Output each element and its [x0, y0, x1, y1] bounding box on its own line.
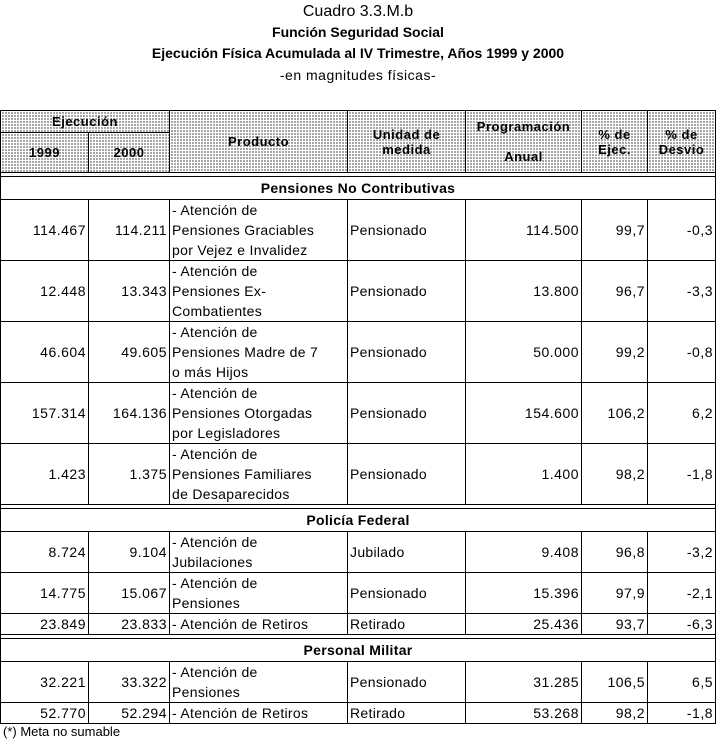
- cell-pct-ejec: 106,2: [582, 383, 648, 444]
- table-row: [1, 662, 716, 703]
- header-programacion-line2: Anual: [504, 149, 543, 164]
- cell-producto: [170, 703, 348, 724]
- table-row: [1, 322, 716, 383]
- cell-pct-desvio: -0,3: [648, 200, 716, 261]
- header-unidad: [348, 111, 466, 173]
- header-unidad-line1: Unidad de: [372, 126, 441, 142]
- header-pct-desvio: [648, 111, 716, 173]
- cell-pct-desvio: 6,2: [648, 383, 716, 444]
- cell-1999: 12.448: [1, 261, 89, 322]
- cell-1999: 23.849: [1, 614, 89, 635]
- cell-programacion: 9.408: [466, 532, 582, 573]
- header-pct-ejec: [582, 111, 648, 173]
- producto-line: Pensiones Familiares: [172, 466, 312, 482]
- header-ejecucion: Ejecución: [1, 111, 170, 133]
- cell-pct-ejec: 97,9: [582, 573, 648, 614]
- cell-unidad: Retirado: [348, 614, 466, 635]
- section-row: [1, 177, 716, 200]
- cell-programacion: 154.600: [466, 383, 582, 444]
- cell-1999: 8.724: [1, 532, 89, 573]
- producto-line: - Atención de: [172, 534, 258, 550]
- cell-2000: 114.211: [89, 200, 170, 261]
- cell-producto: [170, 322, 348, 383]
- cell-producto: [170, 614, 348, 635]
- data-table: [0, 110, 716, 724]
- cell-2000: 164.136: [89, 383, 170, 444]
- cell-1999: 32.221: [1, 662, 89, 703]
- cell-producto: [170, 573, 348, 614]
- cell-pct-desvio: -1,8: [648, 444, 716, 505]
- producto-line: - Atención de Retiros: [172, 616, 309, 632]
- header-unidad-line2: medida: [382, 141, 431, 157]
- producto-line: Pensiones: [172, 595, 241, 611]
- cell-unidad: Pensionado: [348, 383, 466, 444]
- cell-producto: [170, 662, 348, 703]
- producto-line: Pensiones Graciables: [172, 222, 315, 238]
- producto-line: - Atención de: [172, 664, 258, 680]
- producto-line: - Atención de Retiros: [172, 705, 309, 721]
- cell-producto: [170, 261, 348, 322]
- section-row: [1, 639, 716, 662]
- section-title: Policía Federal: [1, 509, 716, 532]
- section-title: Personal Militar: [1, 639, 716, 662]
- producto-line: - Atención de: [172, 575, 258, 591]
- header-programacion: [466, 111, 582, 173]
- header-pct-ejec-line2: Ejec.: [598, 141, 631, 157]
- units-note: -en magnitudes físicas-: [279, 67, 437, 83]
- producto-line: Pensiones Otorgadas: [172, 405, 313, 421]
- cell-pct-desvio: -1,8: [648, 703, 716, 724]
- cell-producto: [170, 532, 348, 573]
- cell-pct-ejec: 99,7: [582, 200, 648, 261]
- header-pct-desvio-line1: % de: [665, 126, 698, 142]
- producto-line: o más Hijos: [172, 364, 249, 380]
- table-subtitle-2: Ejecución Física Acumulada al IV Trimestre, Años 1999 y 2000: [151, 45, 565, 61]
- cell-producto: [170, 383, 348, 444]
- cell-pct-ejec: 96,7: [582, 261, 648, 322]
- cell-programacion: 31.285: [466, 662, 582, 703]
- producto-line: de Desaparecidos: [172, 486, 290, 502]
- cell-pct-desvio: -2,1: [648, 573, 716, 614]
- header-2000: 2000: [89, 133, 170, 173]
- cell-programacion: 1.400: [466, 444, 582, 505]
- cell-2000: 52.294: [89, 703, 170, 724]
- cell-unidad: Pensionado: [348, 200, 466, 261]
- cell-producto: [170, 444, 348, 505]
- cell-1999: 157.314: [1, 383, 89, 444]
- producto-line: por Legisladores: [172, 425, 281, 441]
- cell-programacion: 53.268: [466, 703, 582, 724]
- cell-2000: 13.343: [89, 261, 170, 322]
- cell-pct-desvio: 6,5: [648, 662, 716, 703]
- section-title: Pensiones No Contributivas: [1, 177, 716, 200]
- table-row: [1, 383, 716, 444]
- producto-line: Pensiones: [172, 684, 241, 700]
- table-title: Cuadro 3.3.M.b: [302, 3, 414, 20]
- header-pct-ejec-line1: % de: [598, 126, 631, 142]
- cell-pct-desvio: -3,3: [648, 261, 716, 322]
- cell-pct-ejec: 98,2: [582, 703, 648, 724]
- cell-unidad: Pensionado: [348, 573, 466, 614]
- cell-pct-ejec: 96,8: [582, 532, 648, 573]
- producto-line: Pensiones Madre de 7: [172, 344, 319, 360]
- table-row: [1, 573, 716, 614]
- table-row: [1, 614, 716, 635]
- table-row: [1, 261, 716, 322]
- producto-line: por Vejez e Invalidez: [172, 242, 308, 258]
- cell-programacion: 25.436: [466, 614, 582, 635]
- cell-pct-desvio: -0,8: [648, 322, 716, 383]
- cell-unidad: Pensionado: [348, 322, 466, 383]
- cell-pct-ejec: 93,7: [582, 614, 648, 635]
- cell-unidad: Pensionado: [348, 662, 466, 703]
- header-pct-desvio-line2: Desvio: [658, 141, 705, 157]
- cell-pct-desvio: -3,2: [648, 532, 716, 573]
- cell-pct-ejec: 106,5: [582, 662, 648, 703]
- producto-line: Jubilaciones: [172, 554, 253, 570]
- producto-line: - Atención de: [172, 202, 258, 218]
- cell-2000: 49.605: [89, 322, 170, 383]
- footnote: (*) Meta no sumable: [3, 724, 121, 739]
- cell-unidad: Pensionado: [348, 444, 466, 505]
- cell-unidad: Retirado: [348, 703, 466, 724]
- cell-programacion: 13.800: [466, 261, 582, 322]
- cell-2000: 33.322: [89, 662, 170, 703]
- cell-producto: [170, 200, 348, 261]
- cell-1999: 114.467: [1, 200, 89, 261]
- cell-2000: 15.067: [89, 573, 170, 614]
- table-row: [1, 703, 716, 724]
- cell-2000: 23.833: [89, 614, 170, 635]
- cell-1999: 1.423: [1, 444, 89, 505]
- section-row: [1, 509, 716, 532]
- cell-2000: 9.104: [89, 532, 170, 573]
- cell-programacion: 114.500: [466, 200, 582, 261]
- producto-line: Combatientes: [172, 303, 262, 319]
- producto-line: - Atención de: [172, 324, 258, 340]
- header-producto: Producto: [170, 111, 348, 173]
- producto-line: - Atención de: [172, 446, 258, 462]
- table-row: [1, 200, 716, 261]
- table-subtitle: Función Seguridad Social: [272, 24, 444, 40]
- cell-2000: 1.375: [89, 444, 170, 505]
- producto-line: - Atención de: [172, 263, 258, 279]
- header-programacion-line1: Programación: [476, 119, 571, 134]
- producto-line: Pensiones Ex-: [172, 283, 267, 299]
- cell-programacion: 50.000: [466, 322, 582, 383]
- cell-1999: 46.604: [1, 322, 89, 383]
- cell-pct-ejec: 98,2: [582, 444, 648, 505]
- header-1999: 1999: [1, 133, 89, 173]
- table-row: [1, 444, 716, 505]
- cell-unidad: Pensionado: [348, 261, 466, 322]
- cell-pct-desvio: -6,3: [648, 614, 716, 635]
- table-row: [1, 532, 716, 573]
- cell-programacion: 15.396: [466, 573, 582, 614]
- producto-line: - Atención de: [172, 385, 258, 401]
- cell-1999: 14.775: [1, 573, 89, 614]
- cell-unidad: Jubilado: [348, 532, 466, 573]
- cell-pct-ejec: 99,2: [582, 322, 648, 383]
- cell-1999: 52.770: [1, 703, 89, 724]
